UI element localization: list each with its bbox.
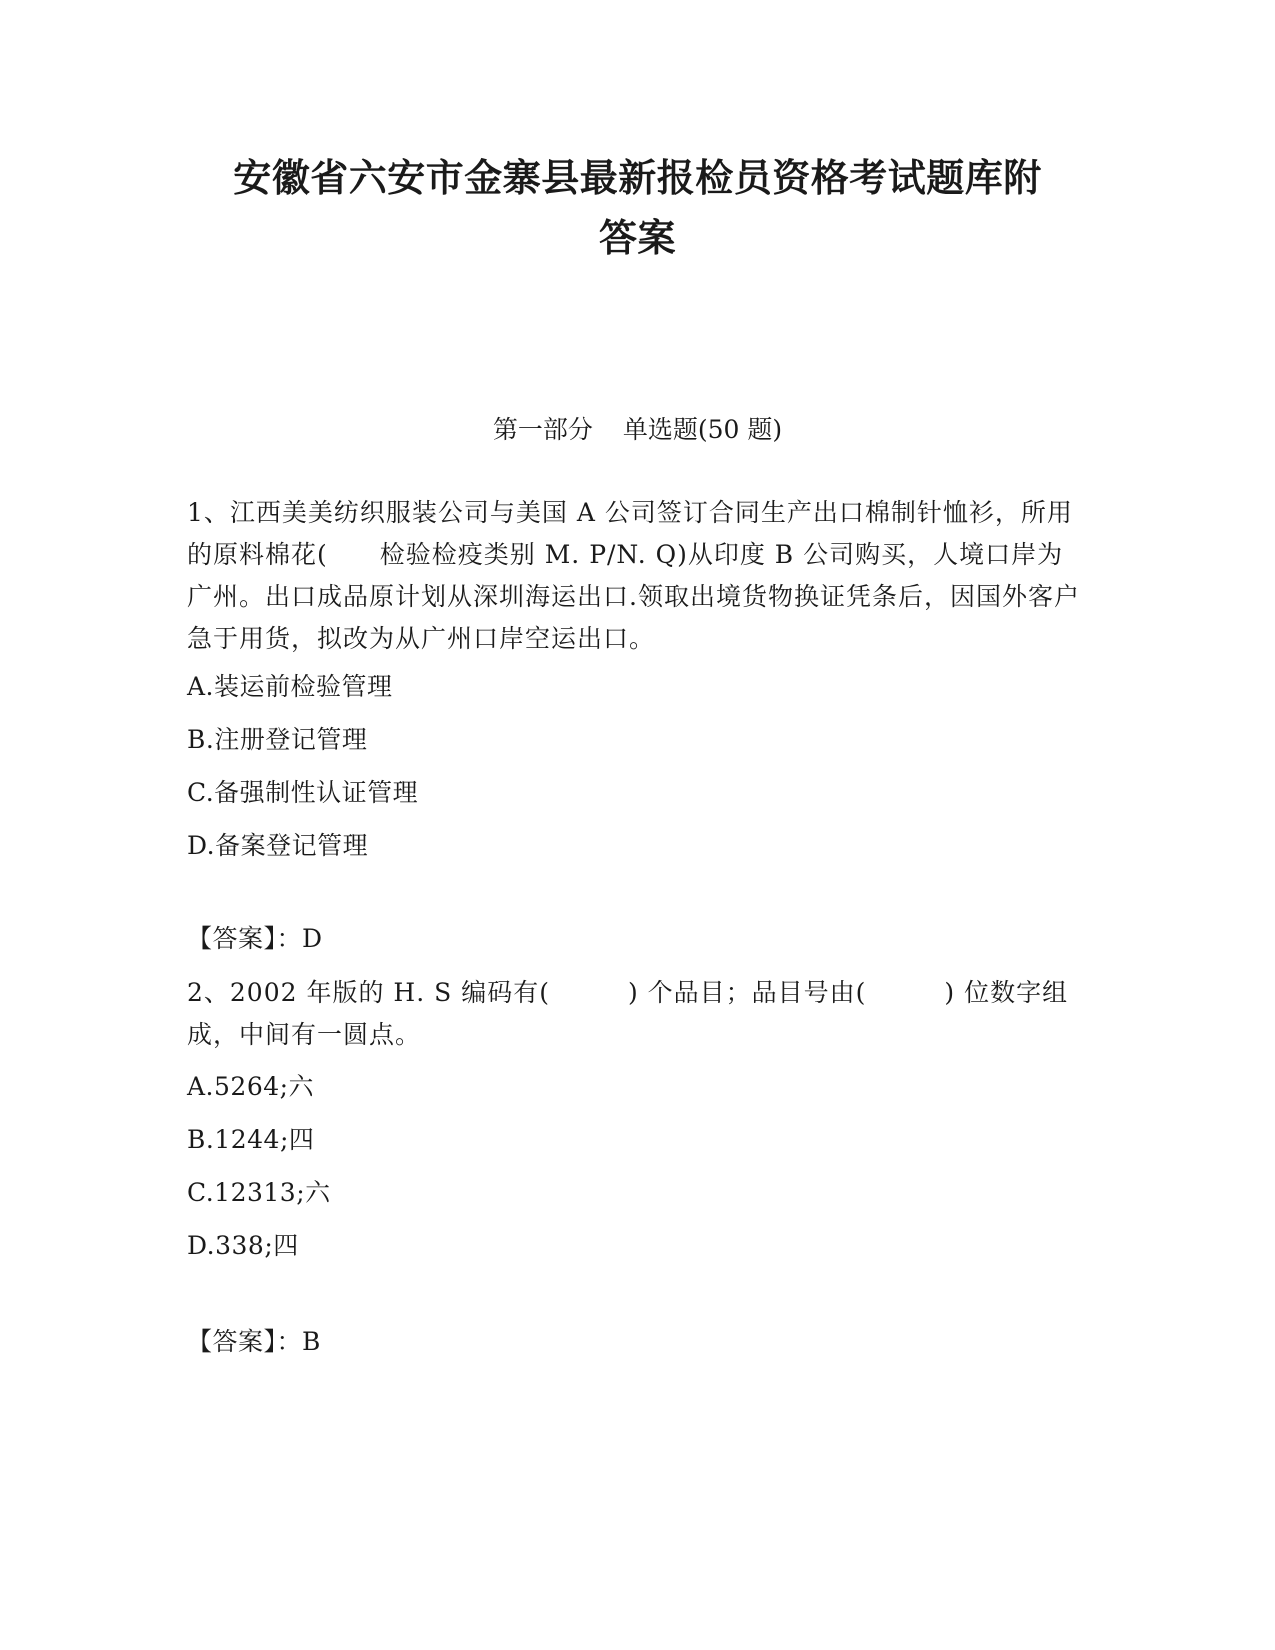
section-part: 第一部分 xyxy=(492,415,593,444)
title-line-1: 安徽省六安市金寨县最新报检员资格考试题库附 xyxy=(233,156,1042,200)
question-1-option-d: D.备案登记管理 xyxy=(187,831,369,860)
section-heading xyxy=(150,413,1125,447)
question-2-option-b: B.1244;四 xyxy=(187,1125,315,1154)
question-2-option-a: A.5264;六 xyxy=(187,1072,315,1101)
document-title xyxy=(150,148,1125,268)
question-1-option-c: C.备强制性认证管理 xyxy=(187,778,419,807)
question-2-option-c: C.12313;六 xyxy=(187,1178,331,1207)
question-1-text: 1、江西美美纺织服装公司与美国 A 公司签订合同生产出口棉制针恤衫，所用的原料棉花( 检验检疫类别 M. P/N. Q)从印度 B 公司购买，人境口岸为广州。出口成品原计划从深圳海运出口.领取出境货物换证凭条后，因国外客户急于用货，拟改为从广州口岸空运出口。 xyxy=(187,498,1080,653)
title-line-2: 答案 xyxy=(598,216,676,260)
question-1-option-b: B.注册登记管理 xyxy=(187,725,368,754)
question-1-answer: 【答案】：D xyxy=(187,924,323,953)
question-2-option-d: D.338;四 xyxy=(187,1231,299,1260)
question-1-option-a: A.装运前检验管理 xyxy=(187,672,393,701)
question-2-text: 2、2002 年版的 H. S 编码有( ) 个品目；品目号由( ) 位数字组成，中间有一圆点。 xyxy=(187,978,1069,1049)
section-name: 单选题(50 题) xyxy=(622,415,783,444)
question-2-answer: 【答案】：B xyxy=(187,1327,321,1356)
